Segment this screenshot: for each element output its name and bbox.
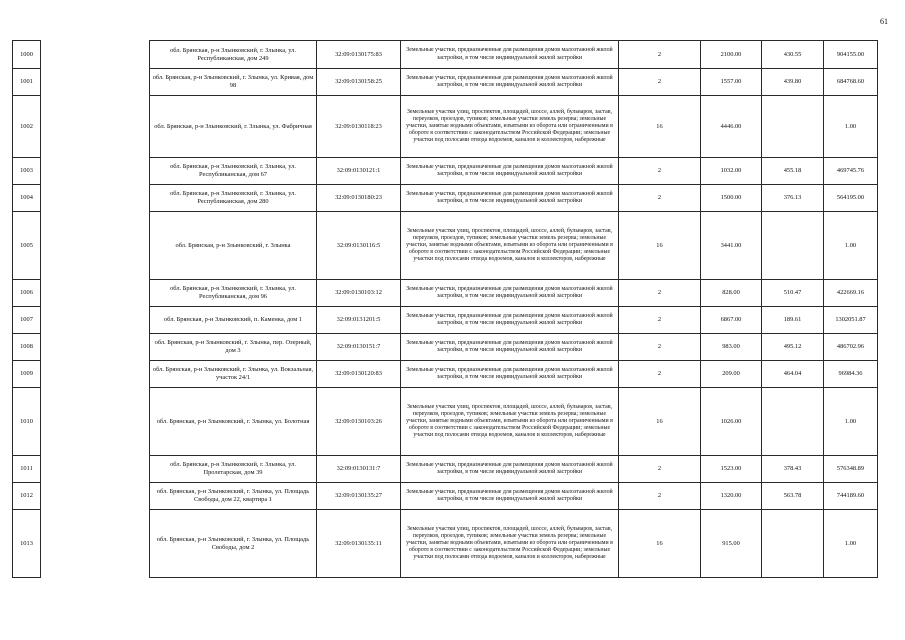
land-use: Земельные участки, предназначенные для размещения домов малоэтажной жилой застройки, в том числе индивидуальной жилой застройки: [401, 483, 619, 510]
group-number: 2: [619, 41, 701, 69]
cadastral-number: 32:09:0130116:5: [317, 212, 401, 280]
cadastral-value: 1.00: [824, 96, 878, 158]
address: обл. Брянская, р-н Злынковский, г. Злынка, ул. Пролетарская, дом 39: [150, 456, 317, 483]
cadastral-number: 32:09:0130103:12: [317, 280, 401, 307]
gap-cell: [41, 483, 150, 510]
specific-value: 430.55: [762, 41, 824, 69]
area: 3441.00: [701, 212, 762, 280]
cadastral-value: 1.00: [824, 510, 878, 578]
record-number: 1004: [13, 185, 41, 212]
cadastral-number: 32:09:0130151:7: [317, 334, 401, 361]
group-number: 2: [619, 185, 701, 212]
group-number: 2: [619, 69, 701, 96]
land-use: Земельные участки, предназначенные для размещения домов малоэтажной жилой застройки, в том числе индивидуальной жилой застройки: [401, 158, 619, 185]
cadastral-number: 32:09:0130121:1: [317, 158, 401, 185]
land-use: Земельные участки улиц, проспектов, площадей, шоссе, аллей, бульваров, застав, переулков, проездов, тупиков; земельные участки земель резерва; земельные участки, занятые водными объектами, изъятыми из оборота или ограниченными в обороте в соответствии с законодательством Российской Федерации; земельные участки под полосами отвода водоемов, каналов и коллекторов, набережные: [401, 510, 619, 578]
cadastral-value: 904155.00: [824, 41, 878, 69]
address: обл. Брянская, р-н Злынковский, г. Злынка, пер. Озерный, дом 3: [150, 334, 317, 361]
gap-cell: [41, 69, 150, 96]
record-number: 1002: [13, 96, 41, 158]
address: обл. Брянская, р-н Злынковский, г. Злынка, ул. Республиканская, дом 249: [150, 41, 317, 69]
specific-value: 455.18: [762, 158, 824, 185]
group-number: 2: [619, 334, 701, 361]
page-number: 61: [880, 17, 888, 26]
table-row: [13, 96, 878, 158]
gap-cell: [41, 361, 150, 388]
area: 1557.00: [701, 69, 762, 96]
address: обл. Брянская, р-н Злынковский, г. Злынка: [150, 212, 317, 280]
table-row: [13, 158, 878, 185]
specific-value: 563.78: [762, 483, 824, 510]
address: обл. Брянская, р-н Злынковский, г. Злынка, ул. Фабричная: [150, 96, 317, 158]
gap-cell: [41, 307, 150, 334]
cadastral-number: 32:09:0130135:11: [317, 510, 401, 578]
record-number: 1010: [13, 388, 41, 456]
cadastral-value: 1.00: [824, 212, 878, 280]
specific-value: [762, 212, 824, 280]
table-row: [13, 212, 878, 280]
group-number: 2: [619, 158, 701, 185]
cadastral-number: 32:09:0130131:7: [317, 456, 401, 483]
cadastral-value: 1302051.87: [824, 307, 878, 334]
gap-cell: [41, 96, 150, 158]
specific-value: 439.80: [762, 69, 824, 96]
area: 1026.00: [701, 388, 762, 456]
land-registry-table: [12, 40, 878, 578]
address: обл. Брянская, р-н Злынковский, г. Злынка, ул. Болотная: [150, 388, 317, 456]
address: обл. Брянская, р-н Злынковский, г. Злынка, ул. Кривая, дом 98: [150, 69, 317, 96]
area: 915.00: [701, 510, 762, 578]
group-number: 16: [619, 510, 701, 578]
cadastral-value: 469745.76: [824, 158, 878, 185]
cadastral-number: 32:09:0130118:23: [317, 96, 401, 158]
area: 983.00: [701, 334, 762, 361]
group-number: 2: [619, 361, 701, 388]
land-use: Земельные участки улиц, проспектов, площадей, шоссе, аллей, бульваров, застав, переулков, проездов, тупиков; земельные участки земель резерва; земельные участки, занятые водными объектами, изъятыми из оборота или ограниченными в обороте в соответствии с законодательством Российской Федерации; земельные участки под полосами отвода водоемов, каналов и коллекторов, набережные: [401, 212, 619, 280]
land-use: Земельные участки, предназначенные для размещения домов малоэтажной жилой застройки, в том числе индивидуальной жилой застройки: [401, 69, 619, 96]
cadastral-value: 486702.96: [824, 334, 878, 361]
record-number: 1007: [13, 307, 41, 334]
address: обл. Брянская, р-н Злынковский, г. Злынка, ул. Вокзальная, участок 24/1: [150, 361, 317, 388]
cadastral-value: 744189.60: [824, 483, 878, 510]
gap-cell: [41, 388, 150, 456]
group-number: 2: [619, 280, 701, 307]
cadastral-number: 32:09:0131201:5: [317, 307, 401, 334]
group-number: 16: [619, 212, 701, 280]
specific-value: 495.12: [762, 334, 824, 361]
area: 6867.00: [701, 307, 762, 334]
table-row: [13, 510, 878, 578]
land-use: Земельные участки, предназначенные для размещения домов малоэтажной жилой застройки, в том числе индивидуальной жилой застройки: [401, 334, 619, 361]
cadastral-number: 32:09:0130135:27: [317, 483, 401, 510]
gap-cell: [41, 334, 150, 361]
area: 1320.00: [701, 483, 762, 510]
cadastral-number: 32:09:0130103:26: [317, 388, 401, 456]
table-row: [13, 280, 878, 307]
specific-value: [762, 510, 824, 578]
area: 2100.00: [701, 41, 762, 69]
table-row: [13, 334, 878, 361]
area: 4446.00: [701, 96, 762, 158]
cadastral-value: 564195.00: [824, 185, 878, 212]
record-number: 1009: [13, 361, 41, 388]
record-number: 1001: [13, 69, 41, 96]
specific-value: 510.47: [762, 280, 824, 307]
record-number: 1012: [13, 483, 41, 510]
land-use: Земельные участки, предназначенные для размещения домов малоэтажной жилой застройки, в том числе индивидуальной жилой застройки: [401, 280, 619, 307]
registry-body: [13, 41, 878, 578]
table-row: [13, 41, 878, 69]
land-use: Земельные участки, предназначенные для размещения домов малоэтажной жилой застройки, в том числе индивидуальной жилой застройки: [401, 307, 619, 334]
gap-cell: [41, 41, 150, 69]
land-use: Земельные участки, предназначенные для размещения домов малоэтажной жилой застройки, в том числе индивидуальной жилой застройки: [401, 41, 619, 69]
specific-value: 464.04: [762, 361, 824, 388]
area: 1032.00: [701, 158, 762, 185]
specific-value: [762, 96, 824, 158]
cadastral-number: 32:09:0130120:83: [317, 361, 401, 388]
address: обл. Брянская, р-н Злынковский, г. Злынка, ул. Площадь Свободы, дом 2: [150, 510, 317, 578]
table-row: [13, 483, 878, 510]
address: обл. Брянская, р-н Злынковский, г. Злынка, ул. Республиканская, дом 96: [150, 280, 317, 307]
land-use: Земельные участки, предназначенные для размещения домов малоэтажной жилой застройки, в том числе индивидуальной жилой застройки: [401, 456, 619, 483]
cadastral-value: 96984.36: [824, 361, 878, 388]
gap-cell: [41, 185, 150, 212]
cadastral-value: 576348.89: [824, 456, 878, 483]
cadastral-number: 32:09:0130180:23: [317, 185, 401, 212]
area: 828.00: [701, 280, 762, 307]
record-number: 1008: [13, 334, 41, 361]
cadastral-number: 32:09:0130158:25: [317, 69, 401, 96]
area: 1500.00: [701, 185, 762, 212]
record-number: 1000: [13, 41, 41, 69]
record-number: 1013: [13, 510, 41, 578]
table-row: [13, 361, 878, 388]
table-row: [13, 307, 878, 334]
cadastral-number: 32:09:0130175:83: [317, 41, 401, 69]
group-number: 2: [619, 456, 701, 483]
record-number: 1003: [13, 158, 41, 185]
gap-cell: [41, 158, 150, 185]
gap-cell: [41, 510, 150, 578]
record-number: 1006: [13, 280, 41, 307]
table-row: [13, 388, 878, 456]
cadastral-value: 1.00: [824, 388, 878, 456]
address: обл. Брянская, р-н Злынковский, п. Каменка, дом 1: [150, 307, 317, 334]
area: 1523.00: [701, 456, 762, 483]
land-use: Земельные участки улиц, проспектов, площадей, шоссе, аллей, бульваров, застав, переулков, проездов, тупиков; земельные участки земель резерва; земельные участки, занятые водными объектами, изъятыми из оборота или ограниченными в обороте в соответствии с законодательством Российской Федерации; земельные участки под полосами отвода водоемов, каналов и коллекторов, набережные: [401, 388, 619, 456]
specific-value: 378.43: [762, 456, 824, 483]
gap-cell: [41, 456, 150, 483]
land-use: Земельные участки улиц, проспектов, площадей, шоссе, аллей, бульваров, застав, переулков, проездов, тупиков; земельные участки земель резерва; земельные участки, занятые водными объектами, изъятыми из оборота или ограниченными в обороте в соответствии с законодательством Российской Федерации; земельные участки под полосами отвода водоемов, каналов и коллекторов, набережные: [401, 96, 619, 158]
specific-value: 376.13: [762, 185, 824, 212]
group-number: 16: [619, 96, 701, 158]
land-use: Земельные участки, предназначенные для размещения домов малоэтажной жилой застройки, в том числе индивидуальной жилой застройки: [401, 185, 619, 212]
gap-cell: [41, 280, 150, 307]
record-number: 1005: [13, 212, 41, 280]
area: 209.00: [701, 361, 762, 388]
specific-value: [762, 388, 824, 456]
gap-cell: [41, 212, 150, 280]
cadastral-value: 684768.60: [824, 69, 878, 96]
record-number: 1011: [13, 456, 41, 483]
address: обл. Брянская, р-н Злынковский, г. Злынка, ул. Площадь Свободы, дом 22, квартира 1: [150, 483, 317, 510]
cadastral-value: 422669.16: [824, 280, 878, 307]
group-number: 2: [619, 307, 701, 334]
address: обл. Брянская, р-н Злынковский, г. Злынка, ул. Республиканская, дом 67: [150, 158, 317, 185]
table-row: [13, 69, 878, 96]
group-number: 2: [619, 483, 701, 510]
group-number: 16: [619, 388, 701, 456]
specific-value: 189.61: [762, 307, 824, 334]
land-use: Земельные участки, предназначенные для размещения домов малоэтажной жилой застройки, в том числе индивидуальной жилой застройки: [401, 361, 619, 388]
table-row: [13, 185, 878, 212]
address: обл. Брянская, р-н Злынковский, г. Злынка, ул. Республиканская, дом 280: [150, 185, 317, 212]
table-row: [13, 456, 878, 483]
